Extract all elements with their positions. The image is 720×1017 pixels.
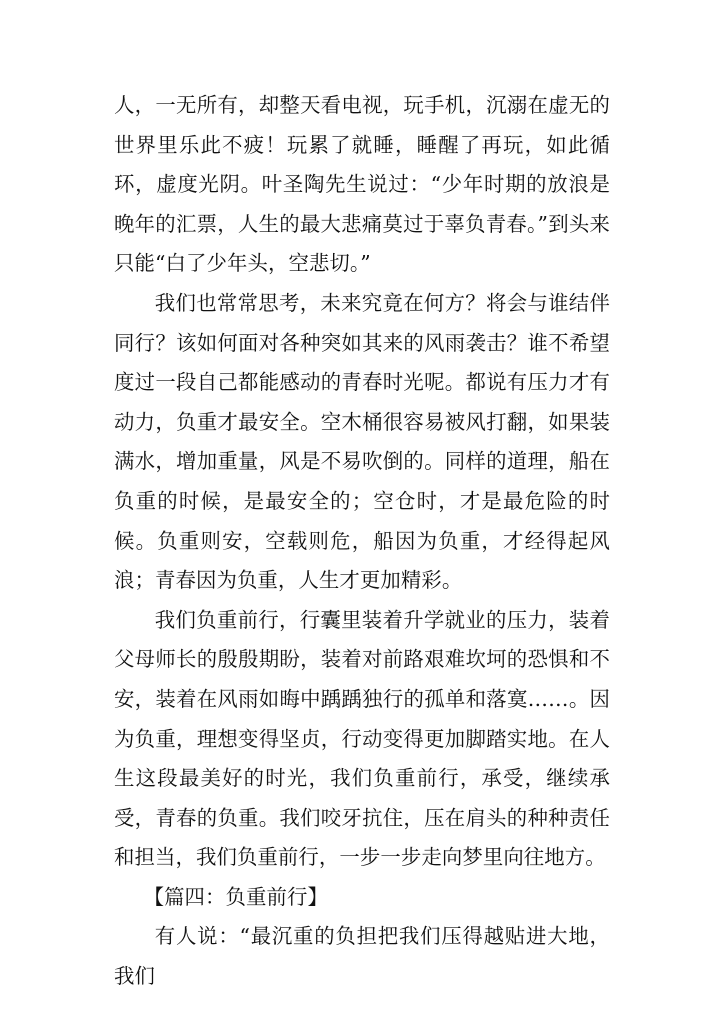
paragraph-carrying-burden: 我们负重前行，行囊里装着升学就业的压力，装着父母师长的殷殷期盼，装着对前路艰难坎坷的恐惧和不安，装着在风雨如晦中踽踽独行的孤单和落寞……。因为负重，理想变得坚贞，行动变得更加脚踏实地。在人生这段最美好的时光，我们负重前行，承受，继续承受，青春的负重。我们咬牙抗住，压在肩头的种种责任和担当，我们负重前行，一步一步走向梦里向往地方。 xyxy=(114,607,610,870)
section-heading: 【篇四：负重前行】 xyxy=(143,884,328,909)
paragraph-thinking-future: 我们也常常思考，未来究竟在何方？将会与谁结伴同行？该如何面对各种突如其来的风雨袭击？谁不希望度过一段自己都能感动的青春时光呢。都说有压力才有动力，负重才最安全。空木桶很容易被风打翻，如果装满水，增加重量，风是不易吹倒的。同样的道理，船在负重的时候，是最安全的；空仓时，才是最危险的时候。负重则安，空载则危，船因为负重，才经得起风浪；青春因为负重，人生才更加精彩。 xyxy=(114,290,610,593)
paragraph-continuation: 人，一无所有，却整天看电视，玩手机，沉溺在虚无的世界里乐此不疲！玩累了就睡，睡醒了再玩，如此循环，虚度光阴。叶圣陶先生说过：“少年时期的放浪是晚年的汇票，人生的最大悲痛莫过于辜负青春。”到头来只能“白了少年头，空悲切。” xyxy=(114,93,610,276)
paragraph-someone-said: 有人说：“最沉重的负担把我们压得越贴进大地，我们 xyxy=(114,924,610,989)
document-body xyxy=(114,86,610,997)
